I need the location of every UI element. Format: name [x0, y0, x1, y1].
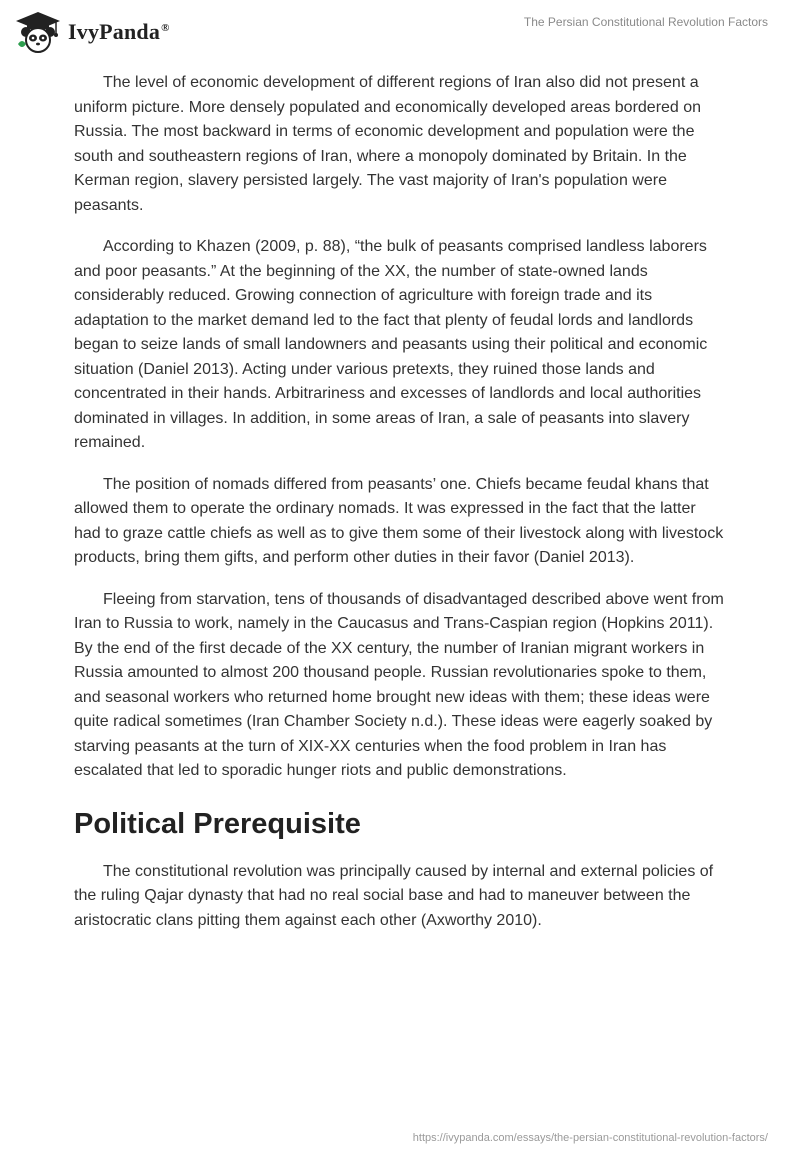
ivypanda-logo[interactable] [14, 10, 170, 54]
panda-graduate-icon [14, 10, 62, 54]
paragraph: According to Khazen (2009, p. 88), “the bulk of peasants comprised landless laborers and poor peasants.” At the beginning of the XX, the number of state-owned lands considerably reduced. Growing connection of agriculture with foreign trade and its adaptation to the market demand led to the fact that plenty of feudal lords and landlords began to seize lands of small landowners and peasants using their political and economic situation (Daniel 2013). Acting under various pretexts, they ruined those lands and concentrated in their hands. Arbitrariness and excesses of landlords and local authorities dominated in villages. In addition, in some areas of Iran, a sale of peasants into slavery remained. [74, 238, 708, 451]
paragraph: The constitutional revolution was principally caused by internal and external policies of the ruling Qajar dynasty that had no real social base and had to maneuver between the aristocratic clans pitting them against each other (Axworthy 2010). [74, 862, 714, 929]
source-url[interactable]: https://ivypanda.com/essays/the-persian-constitutional-revolution-factors/ [412, 1132, 768, 1144]
brand-name: IvyPanda® [68, 19, 170, 44]
section-heading: Political Prerequisite [74, 807, 361, 840]
paragraph: The level of economic development of different regions of Iran also did not present a uniform picture. More densely populated and economically developed areas bordered on Russia. The most backward in terms of economic development and population were the south and southeastern regions of Iran, where a monopoly dominated by Britain. In the Kerman region, slavery persisted largely. The vast majority of Iran's population were peasants. [74, 74, 702, 214]
document-title: The Persian Constitutional Revolution Factors [523, 15, 768, 29]
article-body [74, 71, 726, 950]
page-header [0, 0, 800, 60]
paragraph: Fleeing from starvation, tens of thousands of disadvantaged described above went from Iran to Russia to work, namely in the Caucasus and Trans-Caspian region (Hopkins 2011). By the end of the first decade of the XX century, the number of Iranian migrant workers in Russia amounted to almost 200 thousand people. Russian revolutionaries spoke to them, and seasonal workers who returned home brought new ideas with them; these ideas were quite radical sometimes (Iran Chamber Society n.d.). These ideas were eagerly soaked by starving peasants at the turn of XIX-XX centuries when the food problem in Iran has escalated that led to sporadic hunger riots and public demonstrations. [74, 590, 724, 779]
paragraph: The position of nomads differed from peasants’ one. Chiefs became feudal khans that allowed them to operate the ordinary nomads. It was expressed in the fact that the latter had to graze cattle chiefs as well as to give them some of their livestock along with livestock products, bring them gifts, and perform other duties in their favor (Daniel 2013). [74, 475, 724, 566]
